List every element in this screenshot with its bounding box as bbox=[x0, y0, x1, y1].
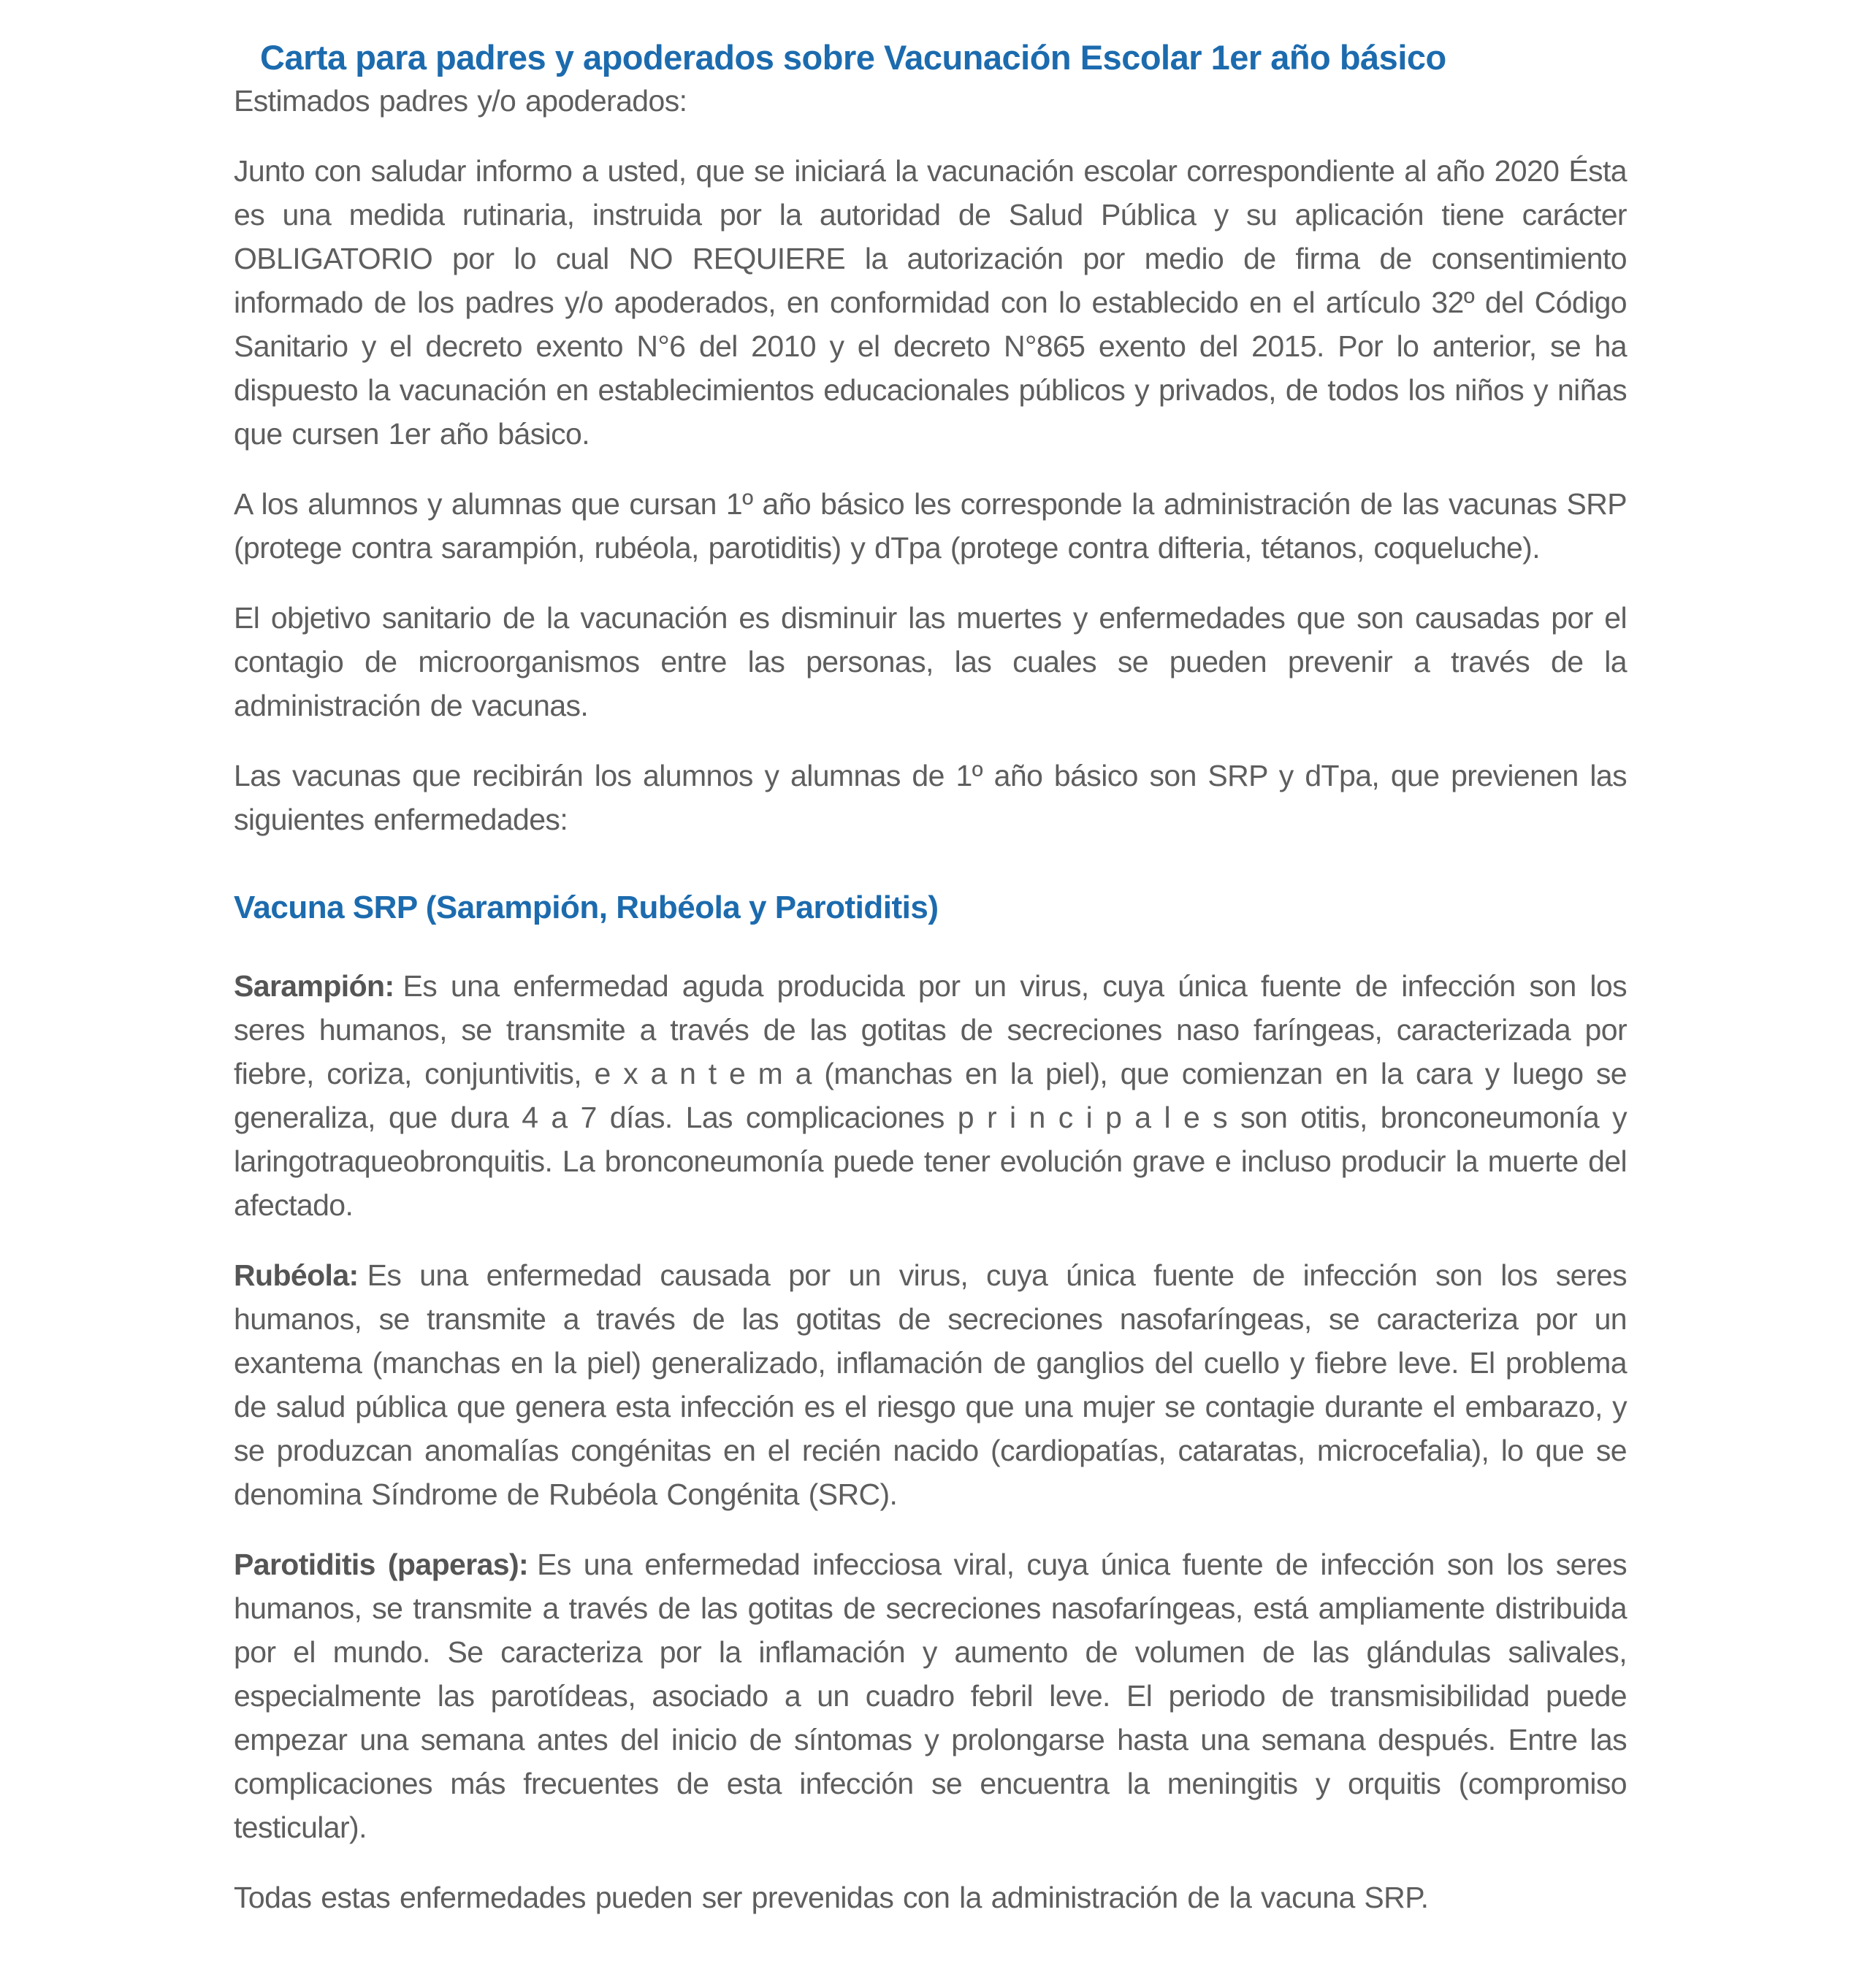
disease-body-rubeola: Es una enfermedad causada por un virus, cuya única fuente de infección son los seres humanos, se transmite a través de las gotitas de secreciones nasofaríngeas, se caracteriza por un exantema (manchas en la piel) generalizado, inflamación de ganglios del cuello y fiebre leve. El problema de salud pública que genera esta infección es el riesgo que una mujer se contagie durante el embarazo, y se produzcan anomalías congénitas en el recién nacido (cardiopatías, cataratas, microcefalia), lo que se denomina Síndrome de Rubéola Congénita (SRC). bbox=[234, 1258, 1627, 1511]
salutation: Estimados padres y/o apoderados: bbox=[234, 84, 687, 118]
disease-lead-rubeola: Rubéola: bbox=[234, 1258, 359, 1292]
disease-lead-sarampion: Sarampión: bbox=[234, 969, 394, 1003]
paragraph-rubeola bbox=[234, 1253, 1627, 1516]
disease-body-sarampion: Es una enfermedad aguda producida por un virus, cuya única fuente de infección son los seres humanos, se transmite a través de las gotitas de secreciones naso faríngeas, caracterizada por fiebre, coriza, conjuntivitis, e x a n t e m a (manchas en la piel), que comienzan en la cara y luego se generaliza, que dura 4 a 7 días. Las complicaciones p r i n c i p a l e s son otitis, bronconeumonía y laringotraqueobronquitis. La bronconeumonía puede tener evolución grave e incluso producir la muerte del afectado. bbox=[234, 969, 1627, 1222]
closing-statement: Todas estas enfermedades pueden ser prevenidas con la administración de la vacuna SRP. bbox=[234, 1881, 1429, 1914]
paragraph-vaccines-list: Las vacunas que recibirán los alumnos y alumnas de 1º año básico son SRP y dTpa, que previenen las siguientes enfermedades: bbox=[234, 759, 1627, 836]
paragraph-vaccines-administered: A los alumnos y alumnas que cursan 1º año básico les corresponde la administración de las vacunas SRP (protege contra sarampión, rubéola, parotiditis) y dTpa (protege contra difteria, tétanos, coqueluche). bbox=[234, 487, 1627, 565]
paragraph-intro-vaccination: Junto con saludar informo a usted, que se iniciará la vacunación escolar correspondiente al año 2020 Ésta es una medida rutinaria, instruida por la autoridad de Salud Pública y su aplicación tiene carácter OBLIGATORIO por lo cual NO REQUIERE la autorización por medio de firma de consentimiento informado de los padres y/o apoderados, en conformidad con lo establecido en el artículo 32º del Código Sanitario y el decreto exento N°6 del 2010 y el decreto N°865 exento del 2015. Por lo anterior, se ha dispuesto la vacunación en establecimientos educacionales públicos y privados, de todos los niños y niñas que cursen 1er año básico. bbox=[234, 154, 1627, 451]
paragraph-sarampion bbox=[234, 964, 1627, 1227]
paragraph-health-objective: El objetivo sanitario de la vacunación es disminuir las muertes y enfermedades que son causadas por el contagio de microorganismos entre las personas, las cuales se pueden prevenir a través de la administración de vacunas. bbox=[234, 601, 1627, 722]
disease-body-parotiditis: Es una enfermedad infecciosa viral, cuya única fuente de infección son los seres humanos, se transmite a través de las gotitas de secreciones nasofaríngeas, está ampliamente distribuida por el mundo. Se caracteriza por la inflamación y aumento de volumen de las glándulas salivales, especialmente las parotídeas, asociado a un cuadro febril leve. El periodo de transmisibilidad puede empezar una semana antes del inicio de síntomas y prolongarse hasta una semana después. Entre las complicaciones más frecuentes de esta infección se encuentra la meningitis y orquitis (compromiso testicular). bbox=[234, 1548, 1627, 1844]
disease-lead-parotiditis: Parotiditis (paperas): bbox=[234, 1548, 529, 1581]
section-heading-vacuna-srp: Vacuna SRP (Sarampión, Rubéola y Parotiditis) bbox=[234, 890, 939, 925]
paragraph-parotiditis bbox=[234, 1542, 1627, 1849]
letter-title: Carta para padres y apoderados sobre Vacunación Escolar 1er año básico bbox=[260, 38, 1446, 77]
